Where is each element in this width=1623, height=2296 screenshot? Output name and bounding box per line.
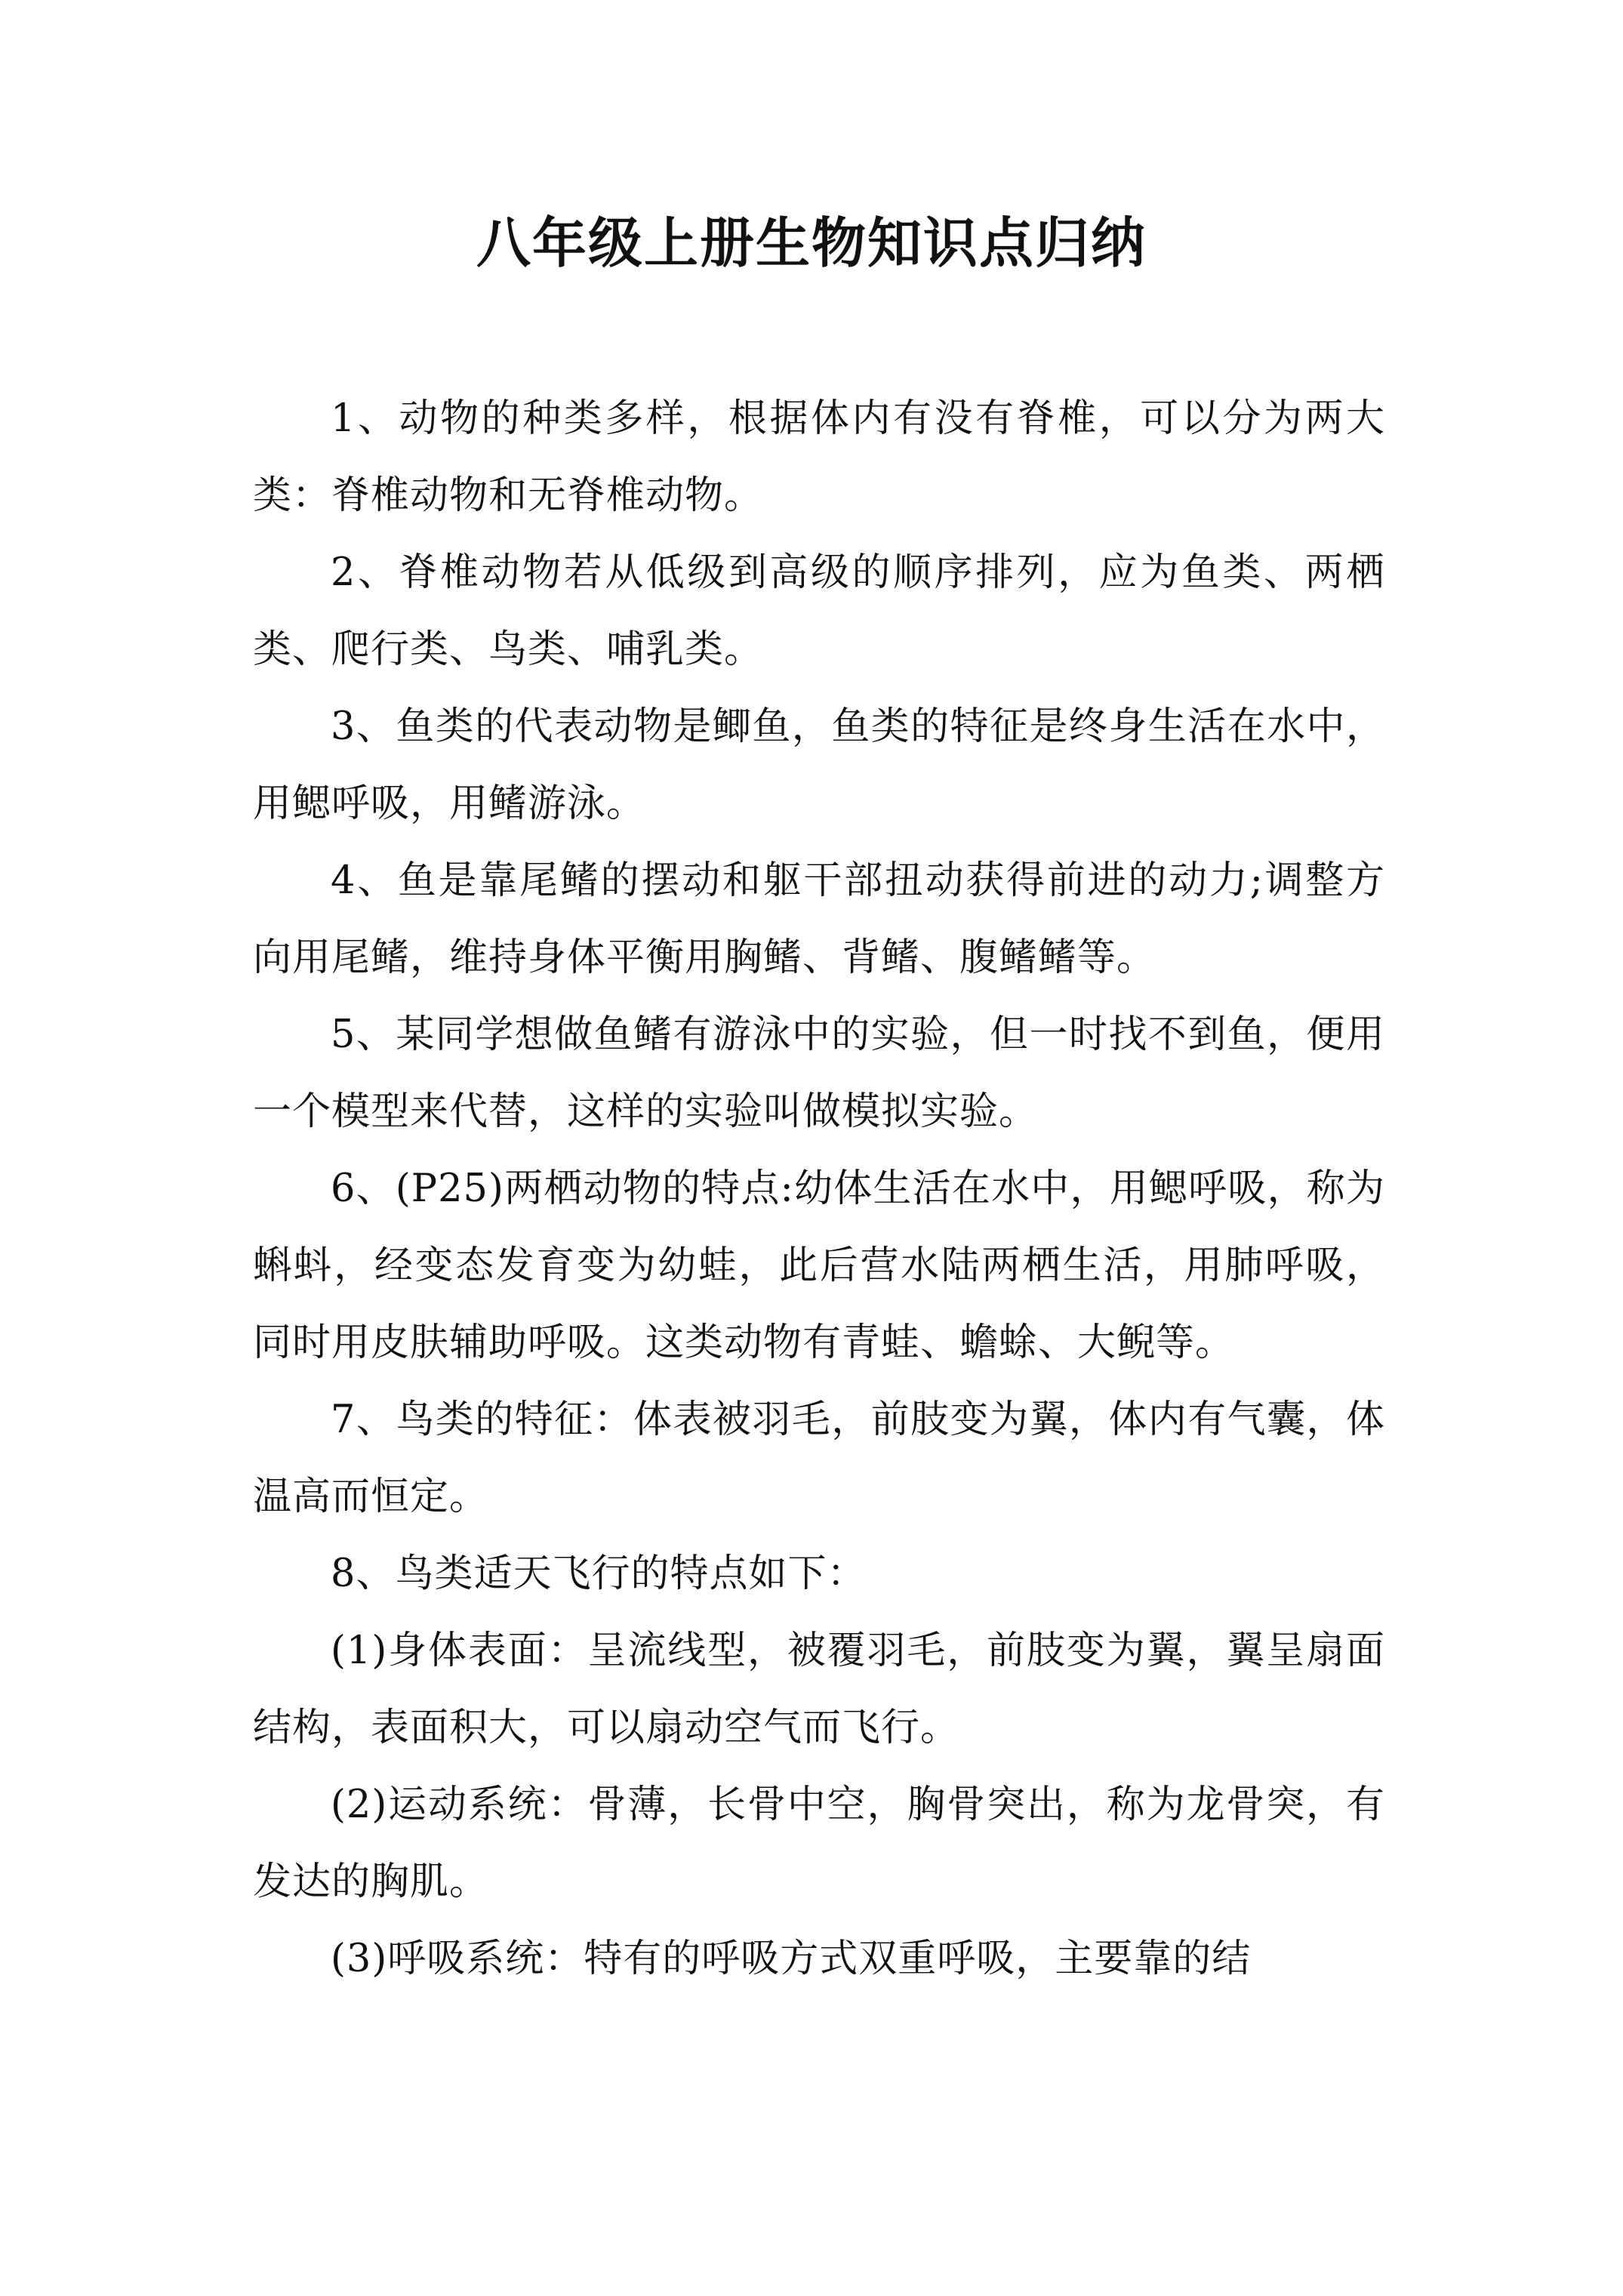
paragraph-5: 5、某同学想做鱼鳍有游泳中的实验，但一时找不到鱼，便用一个模型来代替，这样的实验叫做模拟实验。 [253, 1012, 1385, 1134]
paragraph-8-1: (1)身体表面：呈流线型，被覆羽毛，前肢变为翼，翼呈扇面结构，表面积大，可以扇动空气而飞行。 [253, 1629, 1385, 1750]
paragraph-1: 1、动物的种类多样，根据体内有没有脊椎，可以分为两大类：脊椎动物和无脊椎动物。 [253, 396, 1385, 518]
paragraph-8: 8、鸟类适天飞行的特点如下： [331, 1552, 867, 1596]
page-title: 八年级上册生物知识点归纳 [476, 211, 1147, 275]
paragraph-2: 2、脊椎动物若从低级到高级的顺序排列，应为鱼类、两栖类、爬行类、鸟类、哺乳类。 [253, 550, 1385, 672]
document-body [253, 381, 1385, 1998]
paragraph-4: 4、鱼是靠尾鳍的摆动和躯干部扭动获得前进的动力;调整方向用尾鳍，维持身体平衡用胸鳍、背鳍、腹鳍鳍等。 [253, 858, 1385, 980]
paragraph-7: 7、鸟类的特征：体表被羽毛，前肢变为翼，体内有气囊，体温高而恒定。 [253, 1398, 1385, 1519]
paragraph-8-2: (2)运动系统：骨薄，长骨中空，胸骨突出，称为龙骨突，有发达的胸肌。 [253, 1783, 1385, 1904]
paragraph-8-3: (3)呼吸系统：特有的呼吸方式双重呼吸，主要靠的结 [331, 1937, 1252, 1981]
paragraph-6: 6、(P25)两栖动物的特点:幼体生活在水中，用鳃呼吸，称为蝌蚪，经变态发育变为幼蛙，此后营水陆两栖生活，用肺呼吸，同时用皮肤辅助呼吸。这类动物有青蛙、蟾蜍、大鲵等。 [253, 1166, 1385, 1365]
paragraph-3: 3、鱼类的代表动物是鲫鱼，鱼类的特征是终身生活在水中，用鳃呼吸，用鳍游泳。 [253, 704, 1385, 826]
